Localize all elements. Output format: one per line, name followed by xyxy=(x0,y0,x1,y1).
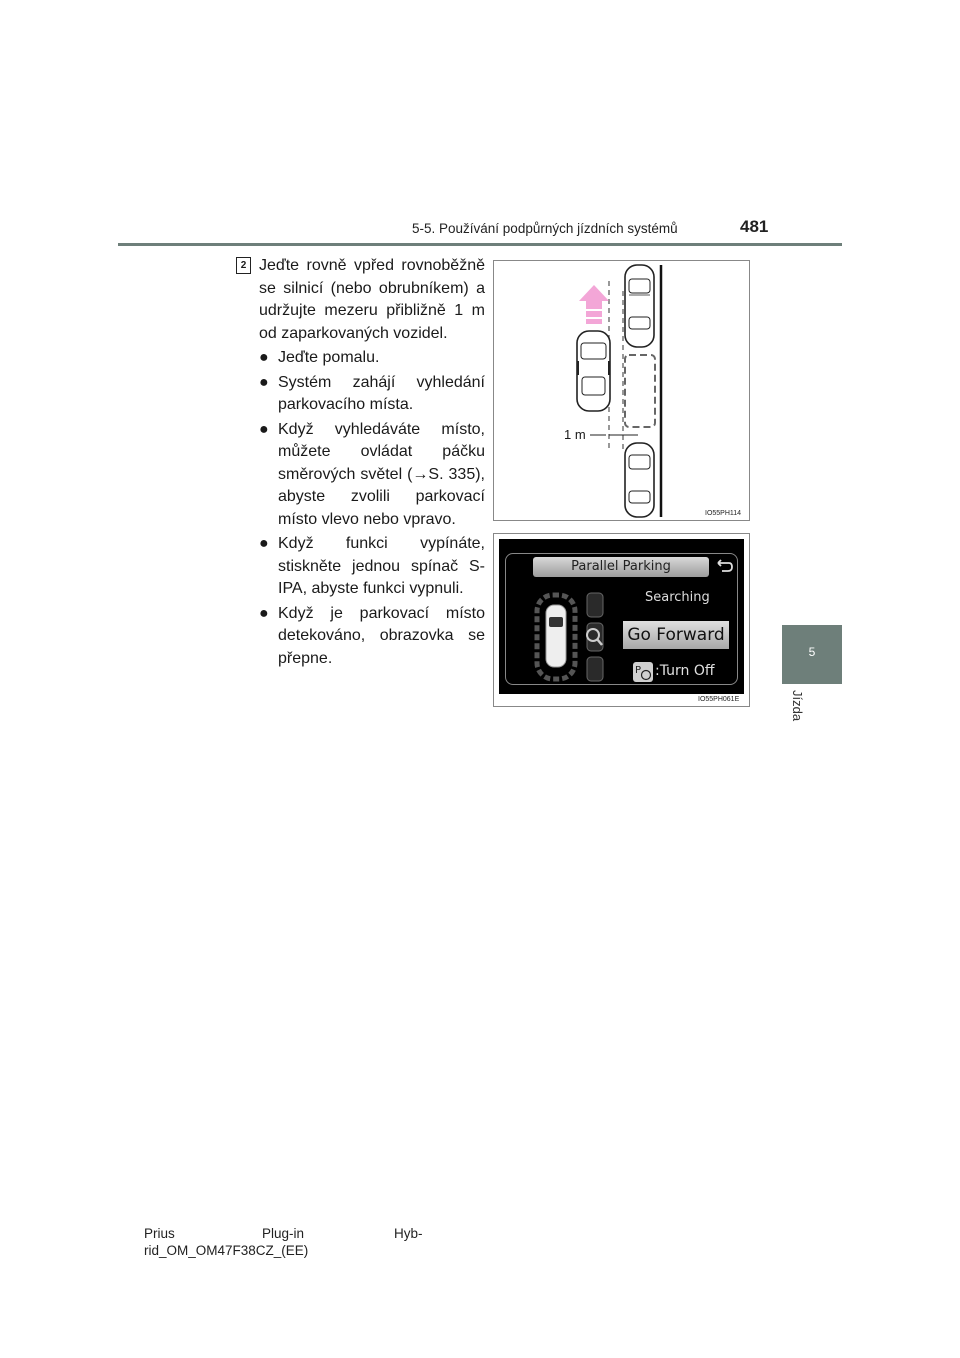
footer-variant: Plug-in xyxy=(262,1226,305,1241)
distance-label: 1 m xyxy=(564,427,586,442)
windshield xyxy=(549,617,563,627)
footer-hyb: Hyb- xyxy=(394,1226,423,1241)
car-icon xyxy=(546,605,566,667)
parking-diagram xyxy=(493,260,750,521)
list-item: ● Jeďte pomalu. xyxy=(259,347,485,370)
chapter-number: 5 xyxy=(808,645,816,659)
section-title: 5-5. Používání podpůrných jízdních systémů xyxy=(412,221,678,236)
footer xyxy=(144,1225,423,1259)
moving-car-icon xyxy=(577,331,610,411)
bullet-icon: ● xyxy=(259,535,269,552)
space-indicator xyxy=(587,657,603,681)
header-rule xyxy=(118,243,842,246)
screen-title: Parallel Parking xyxy=(533,557,709,577)
status-text: Searching xyxy=(645,590,710,605)
back-icon xyxy=(711,557,733,577)
display-figure xyxy=(493,533,750,707)
space-indicator xyxy=(587,623,603,651)
parking-space-outline xyxy=(625,355,655,427)
step-intro: Jeďte rovně vpřed rovnoběžně se silnicí (nebo obrubníkem) a udržujte mezeru přibližně 1 m od zaparkovaných vozidel. xyxy=(259,257,485,342)
chapter-tab xyxy=(782,625,842,684)
bullet-icon: ● xyxy=(259,604,269,622)
parked-car-icon xyxy=(625,265,654,347)
parking-diagram-svg xyxy=(494,261,749,520)
step-number-badge: 2 xyxy=(236,257,251,274)
go-forward-message: Go Forward xyxy=(623,621,729,649)
svg-text:P: P xyxy=(635,665,642,676)
footer-manual-code: rid_OM_OM47F38CZ_(EE) xyxy=(144,1243,309,1258)
bullet-list xyxy=(259,347,485,670)
bullet-icon: ● xyxy=(259,420,269,438)
parked-car-icon xyxy=(625,443,654,517)
footer-model: Prius xyxy=(144,1226,175,1241)
step-text xyxy=(259,255,485,670)
forward-arrow-icon xyxy=(579,285,609,324)
list-item: ● Když vyhledáváte místo, můžete ovládat páčku směrových světel (→S. 335), abyste zvolili parkovací místo vlevo nebo vpravo. xyxy=(259,420,485,528)
sensor-diagram xyxy=(533,591,613,683)
turn-off-label: :Turn Off xyxy=(655,663,715,679)
bullet-icon: ● xyxy=(259,349,269,366)
list-item: ● Systém zahájí vyhledání parkovacího místa. xyxy=(259,373,485,413)
figure-code: IO55PH114 xyxy=(705,510,742,517)
sipa-switch-icon xyxy=(633,662,653,682)
space-indicator xyxy=(587,593,603,617)
list-item: ● Když funkci vypínáte, stiskněte jednou spínač S-IPA, abyste funkci vypnuli. xyxy=(259,535,485,597)
bullet-icon: ● xyxy=(259,373,269,391)
figure-code: IO55PH061E xyxy=(698,696,740,703)
display-screen xyxy=(499,539,744,694)
chapter-label: Jízda xyxy=(790,690,805,722)
list-item: ● Když je parkovací místo detekováno, obrazovka se přepne. xyxy=(259,604,485,667)
page-number: 481 xyxy=(740,217,769,236)
